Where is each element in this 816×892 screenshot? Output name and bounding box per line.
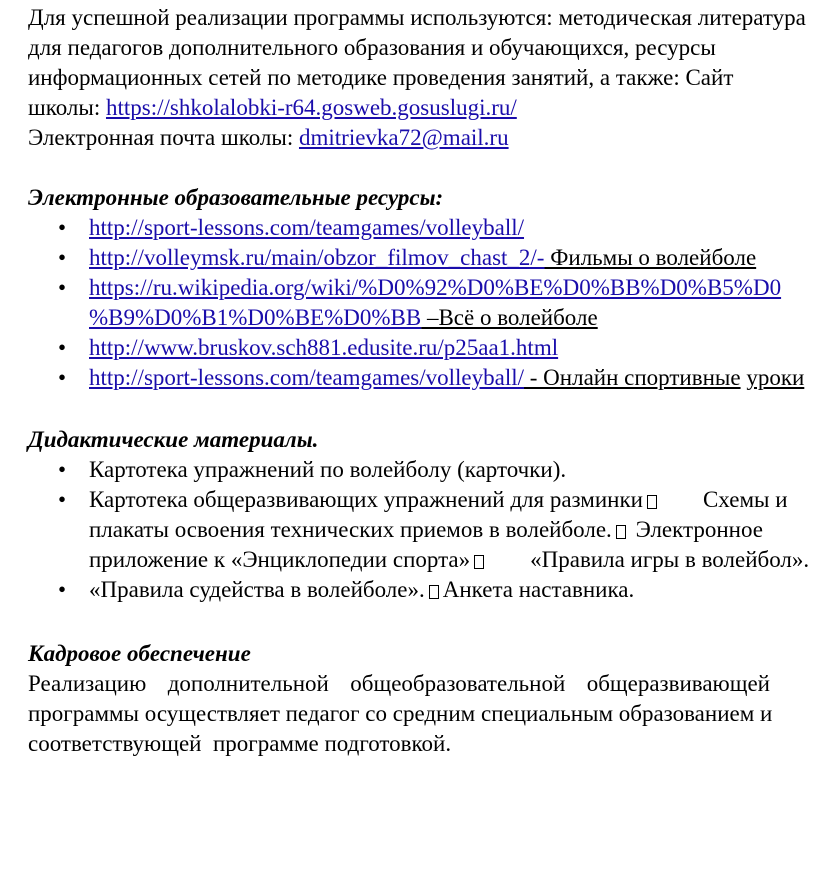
missing-glyph-icon [474,555,484,569]
didactic-item-2-line-3 [28,545,810,575]
resource-link-5[interactable]: http://sport-lessons.com/teamgames/volleyball/ [89,365,525,390]
staffing-line-3: соответствующей программе подготовкой. [28,731,452,756]
resources-heading: Электронные образовательные ресурсы: [28,185,444,210]
didactic-heading: Дидактические материалы. [28,427,319,452]
bullet-icon: • [58,275,67,300]
bullet-icon: • [58,577,67,602]
spacer [28,393,798,423]
site-label: школы: [28,95,106,120]
resource-item-3 [28,273,798,303]
resource-link-3-cont[interactable]: %B9%D0%B1%D0%BE%D0%BB [89,305,422,330]
resource-item-4 [28,333,798,363]
missing-glyph-icon [647,495,657,509]
didactic-item-3-text-a: «Правила судейства в волейболе». [89,577,425,602]
staffing-word-1: Реализацию [28,671,147,696]
bullet-icon: • [58,487,67,512]
didactic-item-2-text-d: Электронное [635,517,763,542]
document-page [28,0,810,759]
missing-glyph-icon [429,585,439,599]
didactic-item-2-text-c: плакаты освоения технических приемов в волейболе. [89,517,612,542]
intro-line-1: Для успешной реализации программы используются: методическая литература [28,5,806,30]
resource-link-1[interactable]: http://sport-lessons.com/teamgames/volleyball/ [89,215,525,240]
resource-link-4[interactable]: http://www.bruskov.sch881.edusite.ru/p25aa1.html [89,335,559,360]
resource-link-3[interactable]: https://ru.wikipedia.org/wiki/%D0%92%D0%BE%D0%BB%D0%B5%D0 [89,275,782,300]
resource-desc-5: - Онлайн спортивные [524,365,741,390]
school-site-link[interactable]: https://shkolalobki-r64.gosweb.gosuslugi.ru/ [105,95,517,120]
didactic-item-2-text-f: «Правила игры в волейбол». [530,547,810,572]
staffing-word-4: общеразвивающей [586,671,770,696]
resource-desc-3: –Всё о волейболе [421,305,598,330]
school-email-link[interactable]: dmitrievka72@mail.ru [298,125,509,150]
missing-glyph-icon [616,525,626,539]
resource-desc-5b: уроки [746,365,805,390]
resource-item-5 [28,363,805,393]
staffing-word-3: общеобразовательной [350,671,566,696]
bullet-icon: • [58,245,67,270]
spacer [28,605,798,635]
resource-item-1 [28,213,798,243]
intro-line-2: для педагогов дополнительного образования и обучающихся, ресурсы [28,35,716,60]
staffing-line-1 [28,669,770,699]
didactic-item-1-text: Картотека упражнений по волейболу (карточки). [89,457,567,482]
spacer [28,153,798,183]
resource-desc-2: Фильмы о волейболе [544,245,757,270]
intro-line-4 [28,93,798,123]
didactic-item-1 [28,455,798,485]
bullet-icon: • [58,335,67,360]
didactic-item-3-text-b: Анкета наставника. [442,577,635,602]
email-label: Электронная почта школы: [28,125,299,150]
resource-link-2[interactable]: http://volleymsk.ru/main/obzor_filmov_chast_2/- [89,245,545,270]
intro-line-3: информационных сетей по методике проведения занятий, а также: Сайт [28,65,734,90]
didactic-item-2-text-a: Картотека общеразвивающих упражнений для разминки [89,487,643,512]
bullet-icon: • [58,215,67,240]
staffing-word-2: дополнительной [167,671,329,696]
bullet-icon: • [58,457,67,482]
didactic-item-3 [28,575,798,605]
didactic-item-2 [28,485,798,515]
resource-item-2 [28,243,798,273]
email-line [28,123,798,153]
didactic-item-2-text-b: Схемы и [702,487,788,512]
didactic-item-2-text-e: приложение к «Энциклопедии спорта» [89,547,471,572]
staffing-heading: Кадровое обеспечение [28,641,251,666]
resource-item-3-cont [28,303,798,333]
bullet-icon: • [58,365,67,390]
staffing-line-2: программы осуществляет педагог со средним специальным образованием и [28,701,773,726]
didactic-item-2-line-2 [28,515,798,545]
